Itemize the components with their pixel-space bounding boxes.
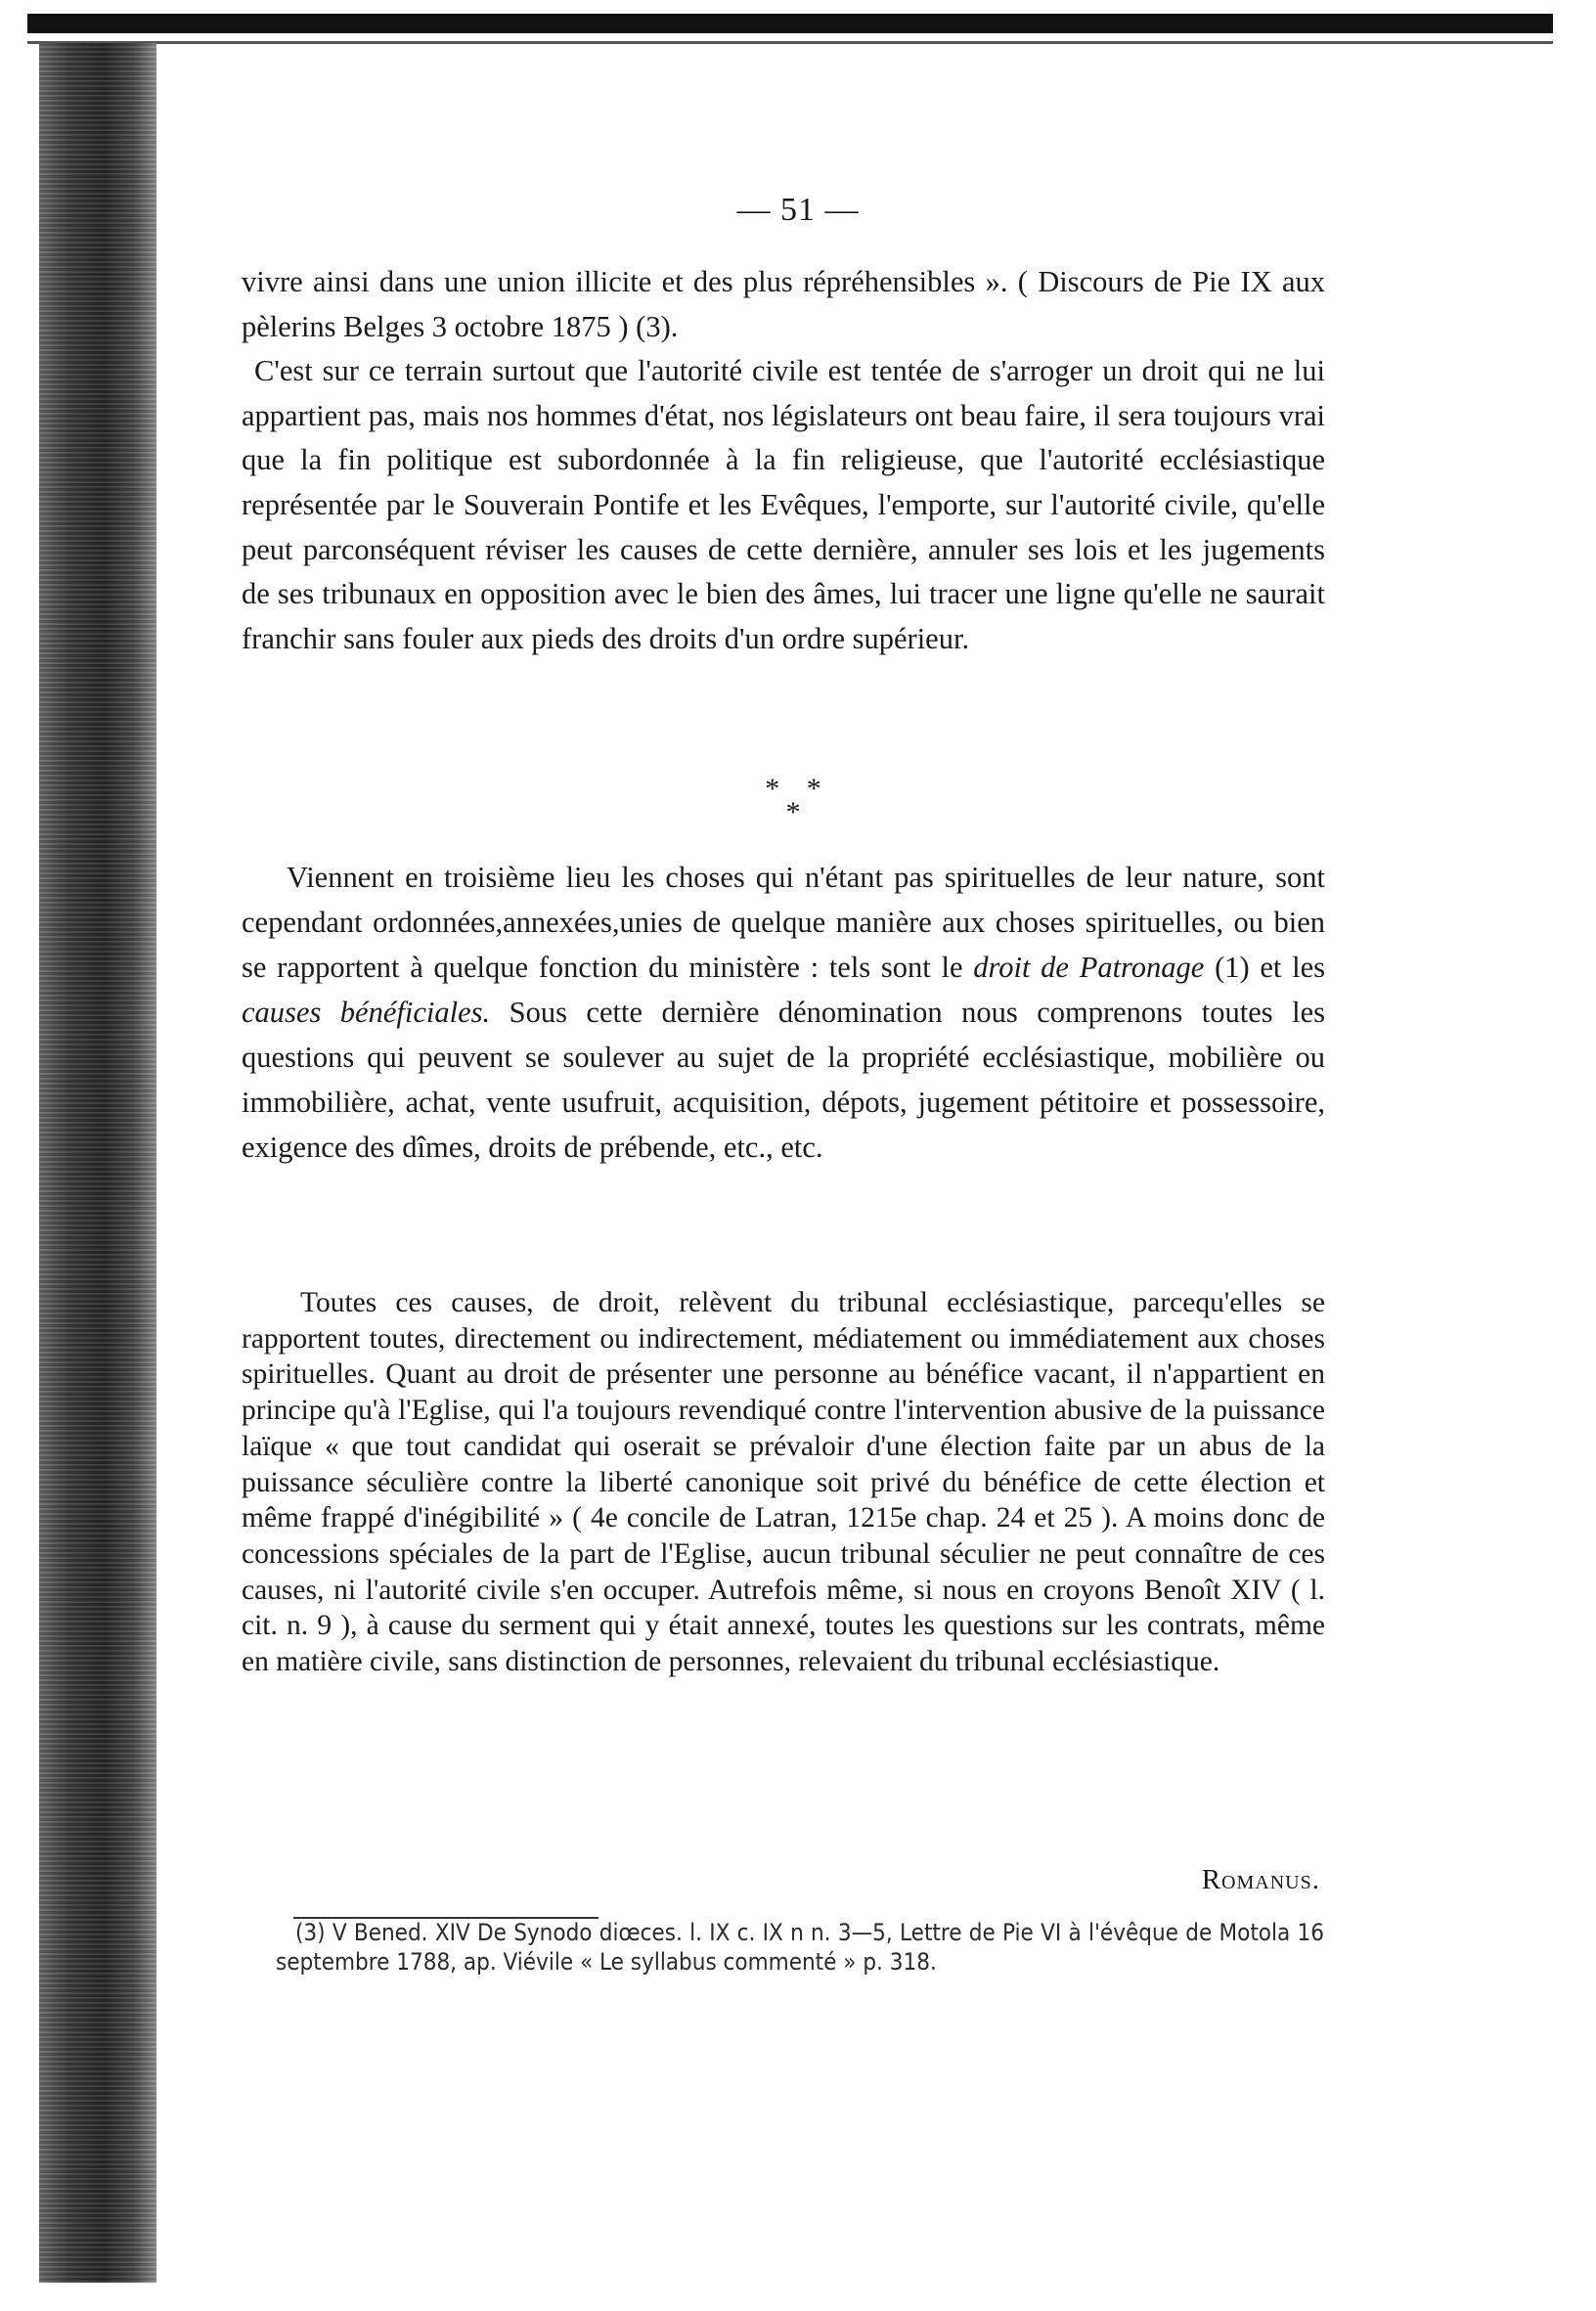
- author-signature: Romanus.: [1201, 1864, 1320, 1895]
- footnote-text: (3) V Bened. XIV De Synodo diœces. l. IX c. IX n n. 3—5, Lettre de Pie VI à l'évêque de Motola 16 septembre 1788, ap. Viévile « Le syllabus commenté » p. 318.: [276, 1919, 1324, 1976]
- italic-term: droit de Patronage: [973, 951, 1205, 984]
- text-run: (1) et les: [1204, 951, 1325, 984]
- text-run: Viennent en troisième lieu les choses qui n'étant pas spirituelles de leur nature, sont cependant ordonnées,annexées,unies de quelque manière aux choses spirituelles, ou bien se rapportent à quelque fonction du ministère : tels sont le: [242, 861, 1325, 984]
- body-text-middle: [242, 855, 1325, 1170]
- italic-term: causes bénéficiales.: [242, 996, 491, 1029]
- binding-edge-shadow: [39, 43, 156, 2283]
- paragraph: [242, 855, 1325, 1170]
- body-text-bottom: [242, 1285, 1325, 1680]
- page-number: — 51 —: [736, 192, 860, 228]
- top-border-thin-rule: [27, 41, 1553, 44]
- paragraph: Toutes ces causes, de droit, relèvent du tribunal ecclésiastique, parcequ'elles se rapportent toutes, directement ou indirectement, médiatement ou immédiatement aux choses spirituelles. Quant au droit de présenter une personne au bénéfice vacant, il n'appartient en principe qu'à l'Eglise, qui l'a toujours revendiqué contre l'intervention abusive de la puissance laïque « que tout candidat qui oserait se prévaloir d'une élection faite par un abus de la puissance séculière contre la liberté canonique soit privé du bénéfice de cette élection et même frappé d'inégibilité » ( 4e concile de Latran, 1215e chap. 24 et 25 ). A moins donc de concessions spéciales de la part de l'Eglise, aucun tribunal séculier ne peut connaître de ces causes, ni l'autorité civile s'en occuper. Autrefois même, si nous en croyons Benoît XIV ( l. cit. n. 9 ), à cause du serment qui y était annexé, toutes les questions sur les contrats, même en matière civile, sans distinction de personnes, relevaient du tribunal ecclésiastique.: [242, 1287, 1325, 1678]
- top-border-rule: [27, 14, 1553, 33]
- asterism-top: * *: [765, 773, 831, 805]
- footnote: [276, 1919, 1324, 1977]
- text-run: Sous cette dernière dénomination nous comprenons toutes les questions qui peuvent se soulever au sujet de la propriété ecclésiastique, mobilière ou immobilière, achat, vente usufruit, acquisition, dépots, jugement pétitoire et possessoire, exigence des dîmes, droits de prébende, etc., etc.: [242, 996, 1325, 1164]
- body-text-top: [242, 260, 1325, 661]
- paragraph: C'est sur ce terrain surtout que l'autorité civile est tentée de s'arroger un droit qui ne lui appartient pas, mais nos hommes d'état, nos législateurs ont beau faire, il sera toujours vrai que la fin politique est subordonnée à la fin religieuse, que l'autorité ecclésiastique représentée par le Souverain Pontife et les Evêques, l'emporte, sur l'autorité civile, qu'elle peut parconséquent réviser les causes de cette dernière, annuler ses lois et les jugements de ses tribunaux en opposition avec le bien des âmes, lui tracer une ligne qu'elle ne saurait franchir sans fouler aux pieds des droits d'un ordre supérieur.: [242, 354, 1325, 655]
- asterism-bottom: *: [785, 796, 811, 828]
- paragraph-continuation: vivre ainsi dans une union illicite et des plus répréhensibles ». ( Discours de Pie IX aux pèlerins Belges 3 octobre 1875 ) (3).: [242, 265, 1325, 343]
- asterism-divider: [0, 773, 1596, 828]
